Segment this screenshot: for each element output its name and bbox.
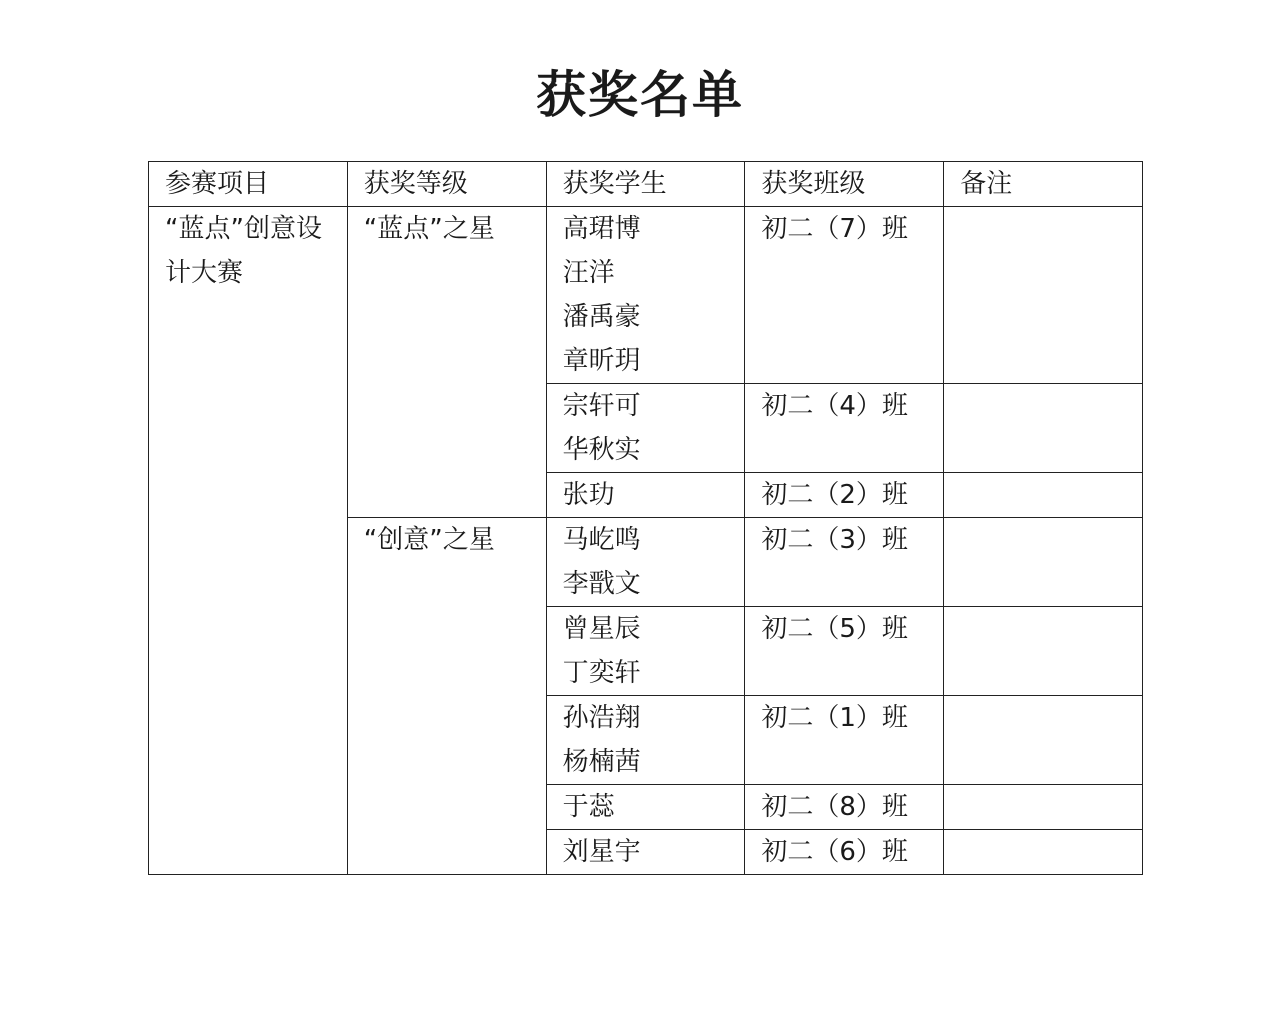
student-name: 曾星辰	[562, 614, 641, 644]
note-cell	[944, 473, 1143, 518]
awards-table	[148, 161, 1143, 875]
class-cell: 初二（2）班	[745, 473, 944, 518]
student-names	[546, 473, 745, 518]
note-cell	[944, 830, 1143, 875]
level-creative-star: “创意”之星	[347, 518, 546, 875]
class-cell: 初二（4）班	[745, 384, 944, 473]
student-name: 杨楠茜	[562, 747, 641, 777]
class-cell: 初二（6）班	[745, 830, 944, 875]
header-student: 获奖学生	[546, 162, 745, 207]
header-note: 备注	[944, 162, 1143, 207]
note-cell	[944, 696, 1143, 785]
class-cell: 初二（7）班	[745, 207, 944, 384]
student-name: 张玏	[562, 480, 615, 510]
student-names	[546, 518, 745, 607]
note-cell	[944, 785, 1143, 830]
level-blue-star: “蓝点”之星	[347, 207, 546, 518]
student-name: 高珺博	[562, 214, 641, 244]
student-names	[546, 607, 745, 696]
student-name: 华秋实	[562, 435, 641, 465]
table-row	[149, 207, 1143, 384]
student-names	[546, 785, 745, 830]
class-cell: 初二（5）班	[745, 607, 944, 696]
student-names	[546, 696, 745, 785]
document-title: 获奖名单	[536, 65, 744, 124]
student-names	[546, 384, 745, 473]
header-level: 获奖等级	[347, 162, 546, 207]
student-name: 李戬文	[562, 569, 641, 599]
student-names	[546, 830, 745, 875]
header-project: 参赛项目	[149, 162, 348, 207]
note-cell	[944, 607, 1143, 696]
student-name: 潘禹豪	[562, 302, 641, 332]
class-cell: 初二（8）班	[745, 785, 944, 830]
student-name: 马屹鸣	[562, 525, 641, 555]
student-name: 宗轩可	[562, 391, 641, 421]
note-cell	[944, 207, 1143, 384]
header-class: 获奖班级	[745, 162, 944, 207]
class-cell: 初二（3）班	[745, 518, 944, 607]
project-cell: “蓝点”创意设计大赛	[149, 207, 348, 875]
student-name: 于蕊	[562, 792, 615, 822]
note-cell	[944, 384, 1143, 473]
note-cell	[944, 518, 1143, 607]
student-name: 孙浩翔	[562, 703, 641, 733]
student-names	[546, 207, 745, 384]
class-cell: 初二（1）班	[745, 696, 944, 785]
student-name: 丁奕轩	[562, 658, 641, 688]
student-name: 刘星宇	[562, 837, 641, 867]
student-name: 章昕玥	[562, 346, 641, 376]
table-header-row	[149, 162, 1143, 207]
student-name: 汪洋	[562, 258, 615, 288]
